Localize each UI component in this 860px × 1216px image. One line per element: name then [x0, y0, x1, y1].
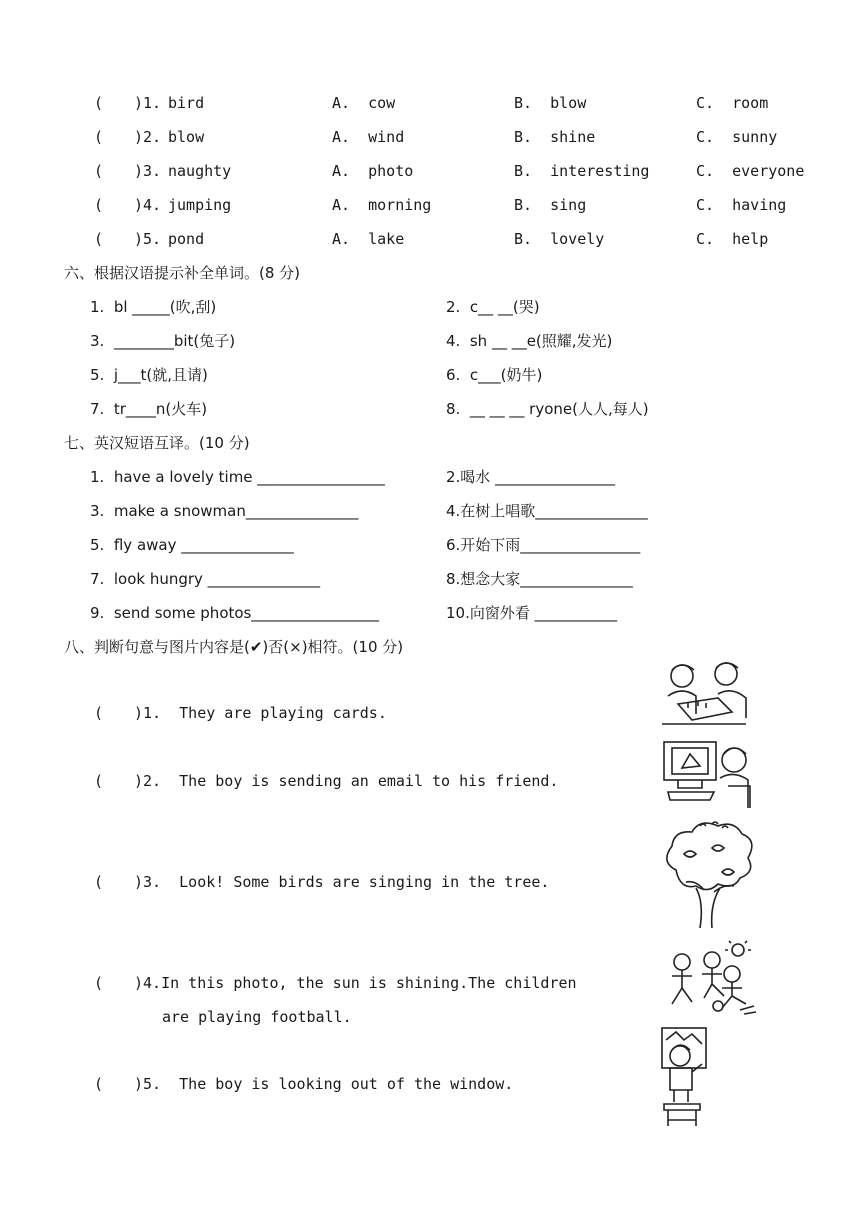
translate-item[interactable]: 9. send some photos_________________ [90, 604, 379, 622]
translate-item[interactable]: 8.想念大家_______________ [446, 570, 633, 588]
question-number: )2. [134, 128, 162, 146]
translate-item[interactable]: 4.在树上唱歌_______________ [446, 502, 648, 520]
fill-word-item[interactable]: 1. bl _____(吹,刮) [90, 298, 217, 316]
option-b: B. shine [514, 128, 596, 146]
translate-item[interactable]: 10.向窗外看 ___________ [446, 604, 618, 622]
fill-word-item[interactable]: 3. ________bit(兔子) [90, 332, 236, 350]
translate-item[interactable]: 6.开始下雨________________ [446, 536, 641, 554]
fill-word-item[interactable]: 2. c__ __(哭) [446, 298, 540, 316]
judge-paren[interactable]: ( [94, 772, 104, 790]
translate-item[interactable]: 5. fly away _______________ [90, 536, 294, 554]
answer-paren[interactable]: ( [94, 196, 104, 214]
option-a: A. wind [332, 128, 405, 146]
answer-paren[interactable]: ( [94, 162, 104, 180]
judge-sentence: )4.In this photo, the sun is shining.The children [134, 974, 577, 992]
option-b: B. interesting [514, 162, 650, 180]
option-a: A. photo [332, 162, 414, 180]
option-b: B. lovely [514, 230, 605, 248]
question-number: )5. [134, 230, 162, 248]
option-c: C. room [696, 94, 769, 112]
fill-word-item[interactable]: 4. sh __ __e(照耀,发光) [446, 332, 613, 350]
question-number: )3. [134, 162, 162, 180]
question-word: jumping [168, 196, 232, 214]
option-a: A. morning [332, 196, 432, 214]
question-number: )4. [134, 196, 162, 214]
fill-word-item[interactable]: 8. __ __ __ ryone(人人,每人) [446, 400, 649, 418]
judge-sentence: )2. The boy is sending an email to his friend. [134, 772, 559, 790]
birds-in-tree-picture [656, 820, 756, 928]
judge-paren[interactable]: ( [94, 704, 104, 722]
boy-looking-out-window-picture [656, 1026, 714, 1128]
judge-sentence: )3. Look! Some birds are singing in the tree. [134, 873, 550, 891]
section8-title: 八、判断句意与图片内容是(✔)否(×)相符。(10 分) [64, 638, 404, 656]
option-c: C. help [696, 230, 769, 248]
judge-sentence: )1. They are playing cards. [134, 704, 387, 722]
question-word: bird [168, 94, 205, 112]
option-a: A. lake [332, 230, 405, 248]
kids-playing-chess-picture [658, 656, 750, 726]
option-b: B. blow [514, 94, 587, 112]
question-word: blow [168, 128, 205, 146]
translate-item[interactable]: 1. have a lovely time _________________ [90, 468, 385, 486]
section6-title: 六、根据汉语提示补全单词。(8 分) [64, 264, 301, 282]
option-b: B. sing [514, 196, 587, 214]
translate-item[interactable]: 2.喝水 ________________ [446, 468, 616, 486]
fill-word-item[interactable]: 6. c___(奶牛) [446, 366, 543, 384]
section7-title: 七、英汉短语互译。(10 分) [64, 434, 250, 452]
translate-item[interactable]: 7. look hungry _______________ [90, 570, 321, 588]
children-playing-football-picture [660, 940, 764, 1018]
question-word: naughty [168, 162, 232, 180]
answer-paren[interactable]: ( [94, 230, 104, 248]
judge-sentence-continued: are playing football. [162, 1008, 352, 1026]
translate-item[interactable]: 3. make a snowman_______________ [90, 502, 359, 520]
question-number: )1. [134, 94, 162, 112]
judge-paren[interactable]: ( [94, 1075, 104, 1093]
fill-word-item[interactable]: 5. j___t(就,且请) [90, 366, 208, 384]
option-c: C. everyone [696, 162, 805, 180]
option-a: A. cow [332, 94, 396, 112]
option-c: C. sunny [696, 128, 778, 146]
fill-word-item[interactable]: 7. tr____n(火车) [90, 400, 208, 418]
answer-paren[interactable]: ( [94, 128, 104, 146]
option-c: C. having [696, 196, 787, 214]
judge-paren[interactable]: ( [94, 974, 104, 992]
answer-paren[interactable]: ( [94, 94, 104, 112]
boy-at-computer-picture [658, 738, 758, 810]
judge-sentence: )5. The boy is looking out of the window. [134, 1075, 514, 1093]
question-word: pond [168, 230, 205, 248]
judge-paren[interactable]: ( [94, 873, 104, 891]
